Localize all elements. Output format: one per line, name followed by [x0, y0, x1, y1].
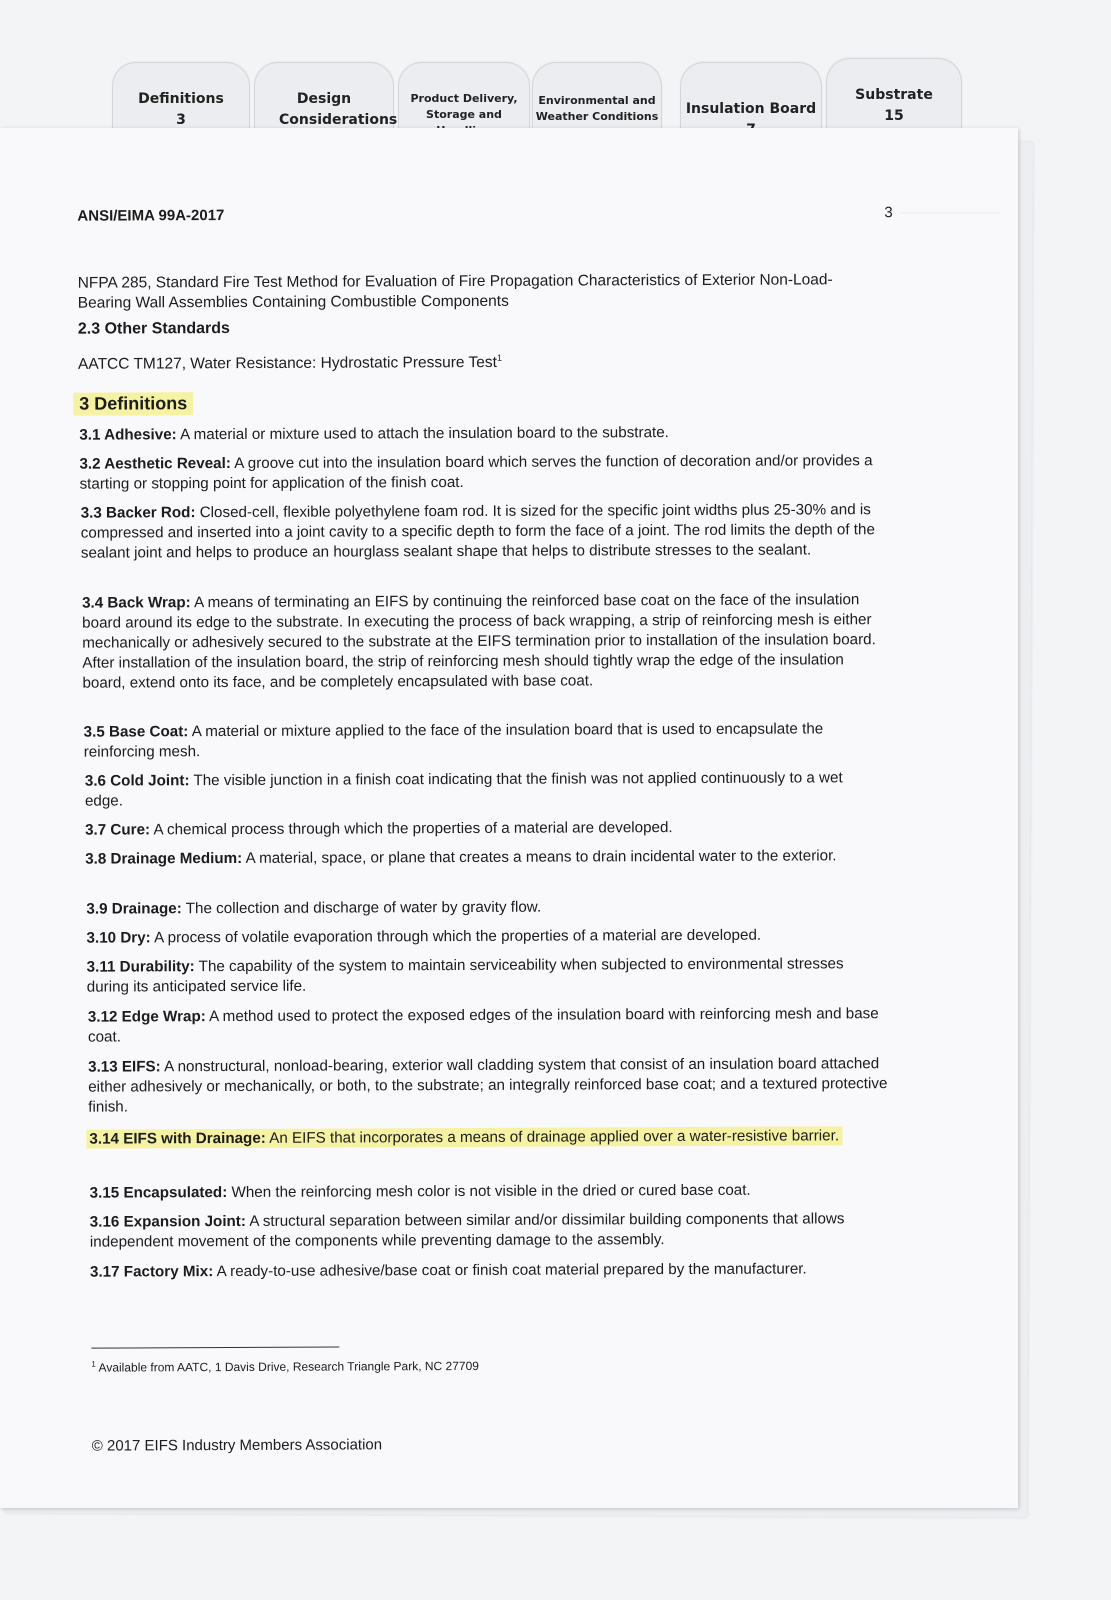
definition-text: A groove cut into the insulation board which serves the function of decoration and/or provides a starting or stopping point for application of the finish coat. [79, 452, 873, 493]
section-heading: 3 Definitions [73, 392, 193, 416]
definition-3-6 [85, 768, 885, 811]
footnote-marker: 1 [496, 352, 502, 363]
definition-term: 3.13 EIFS: [88, 1058, 161, 1076]
definition-text: The visible junction in a finish coat indicating that the finish was not applied continuously to a wet edge. [84, 769, 843, 810]
definition-text: An EIFS that incorporates a means of drainage applied over a water-resistive barrier. [265, 1127, 840, 1147]
page-content [0, 124, 1024, 1508]
tab-label: Insulation Board [685, 101, 817, 117]
definition-term: 3.16 Expansion Joint: [89, 1212, 246, 1231]
definition-3-7 [85, 817, 885, 840]
tab-label: Design Considerations [279, 91, 398, 128]
aatcc-text: AATCC TM127, Water Resistance: Hydrostatic Pressure Test [77, 353, 498, 373]
definition-3-4 [82, 590, 882, 693]
definition-term: 3.6 Cold Joint: [84, 772, 190, 790]
definition-3-17 [90, 1259, 810, 1282]
footnote [91, 1358, 479, 1375]
footnote-text: Available from AATC, 1 Davis Drive, Research Triangle Park, NC 27709 [95, 1358, 479, 1375]
footnote-divider [91, 1347, 339, 1349]
document-id: ANSI/EIMA 99A-2017 [77, 207, 225, 225]
footnote-number: 1 [91, 1359, 96, 1369]
definition-3-9 [86, 896, 886, 919]
tab-label: Substrate [855, 87, 933, 103]
definition-3-10 [86, 925, 886, 948]
definition-3-13 [88, 1054, 888, 1117]
definition-3-14 [86, 1124, 886, 1151]
tab-label: Product Delivery, Storage and [410, 92, 518, 121]
definition-text: A material or mixture used to attach the insulation board to the substrate. [176, 424, 669, 444]
definition-text: A chemical process through which the properties of a material are developed. [150, 819, 673, 839]
nfpa-text: NFPA 285, Standard Fire Test Method for Evaluation of Fire Propagation Characteristics of Exterior Non-Load-Bearing Wall Assemblies Containing Combustible Components [77, 271, 833, 312]
definition-text: A material or mixture applied to the face of the insulation board that is used to encapsulate the reinforcing mesh. [83, 720, 824, 761]
definition-term: 3.2 Aesthetic Reveal: [79, 454, 231, 473]
definition-3-16 [90, 1209, 890, 1252]
tab-page-number: 3 [176, 112, 186, 128]
definition-term: 3.11 Durability: [86, 958, 195, 976]
definition-3-3 [81, 500, 881, 563]
definition-3-1 [79, 422, 879, 445]
definition-3-2 [79, 451, 879, 494]
definition-term: 3.7 Cure: [85, 821, 151, 839]
definition-3-11 [87, 954, 887, 997]
tab-label: Environmental and Weather Conditions [535, 94, 659, 123]
definition-text: A ready-to-use adhesive/base coat or finish coat material prepared by the manufacturer. [213, 1260, 807, 1281]
definition-term: 3.10 Dry: [86, 929, 151, 947]
copyright: © 2017 EIFS Industry Members Association [91, 1436, 383, 1455]
definition-term: 3.14 EIFS with Drainage: [89, 1129, 266, 1148]
tab-page-number: 15 [884, 108, 904, 124]
index-tabs [0, 0, 1111, 140]
definition-term: 3.1 Adhesive: [79, 426, 177, 444]
definition-text: A process of volatile evaporation through which the properties of a material are developed. [150, 926, 762, 947]
definition-3-8 [85, 846, 885, 869]
definition-3-15 [90, 1180, 890, 1203]
definition-text: A material, space, or plane that creates a means to drain incidental water to the exterior. [242, 847, 837, 867]
other-standards-heading: 2.3 Other Standards [77, 319, 230, 338]
highlight [86, 1126, 842, 1148]
definition-text: The capability of the system to maintain serviceability when subjected to environmental stresses during its anticipated service life. [86, 955, 844, 996]
definition-3-12 [88, 1004, 888, 1047]
tab-label: Definitions [138, 91, 224, 107]
definition-term: 3.4 Back Wrap: [82, 594, 191, 612]
definition-text: The collection and discharge of water by gravity flow. [181, 898, 542, 918]
nfpa-reference [78, 270, 878, 313]
definition-term: 3.12 Edge Wrap: [87, 1008, 206, 1026]
definition-term: 3.9 Drainage: [86, 900, 182, 918]
definition-term: 3.3 Backer Rod: [80, 504, 196, 522]
definition-text: A nonstructural, nonload-bearing, exterior wall cladding system that consist of an insulation board attached either adhesively or mechanically, or both, to the substrate; an integrally reinforced base coat; and a textured protective finish. [88, 1055, 888, 1116]
aatcc-reference [78, 346, 878, 375]
definition-text: Closed-cell, flexible polyethylene foam rod. It is sized for the specific joint widths plus 25-30% and is compressed and inserted into a joint cavity to a specific depth to form the face of a joint. The rod limits the depth of the sealant joint and helps to produce an hourglass sealant shape that helps to distribute stresses to the sealant. [80, 501, 875, 562]
definition-3-5 [84, 719, 884, 762]
definition-text: A method used to protect the exposed edges of the insulation board with reinforcing mesh and base coat. [87, 1005, 879, 1046]
definition-text: A structural separation between similar and/or dissimilar building components that allows independent movement of the components while preventing damage to the assembly. [89, 1210, 845, 1251]
definition-text: When the reinforcing mesh color is not visible in the dried or cured base coat. [227, 1181, 751, 1202]
definition-text: A means of terminating an EIFS by continuing the reinforced base coat on the face of the insulation board around its edge to the substrate. In executing the process of back wrapping, a strip of reinforcing mesh is either mechanically or adhesively secured to the substrate at the EIFS termination prior to installation of the insulation board. After installation of the insulation board, the strip of reinforcing mesh should tightly wrap the edge of the insulation board, extend onto its face, and be completely encapsulated with base coat. [82, 591, 876, 692]
definition-term: 3.5 Base Coat: [83, 723, 189, 741]
show-through-text: ────────── [900, 204, 1000, 220]
page-number: 3 [884, 204, 893, 222]
definition-term: 3.15 Encapsulated: [89, 1184, 228, 1202]
definition-term: 3.8 Drainage Medium: [85, 849, 243, 868]
definition-term: 3.17 Factory Mix: [89, 1263, 214, 1281]
document-page [0, 128, 1018, 1508]
